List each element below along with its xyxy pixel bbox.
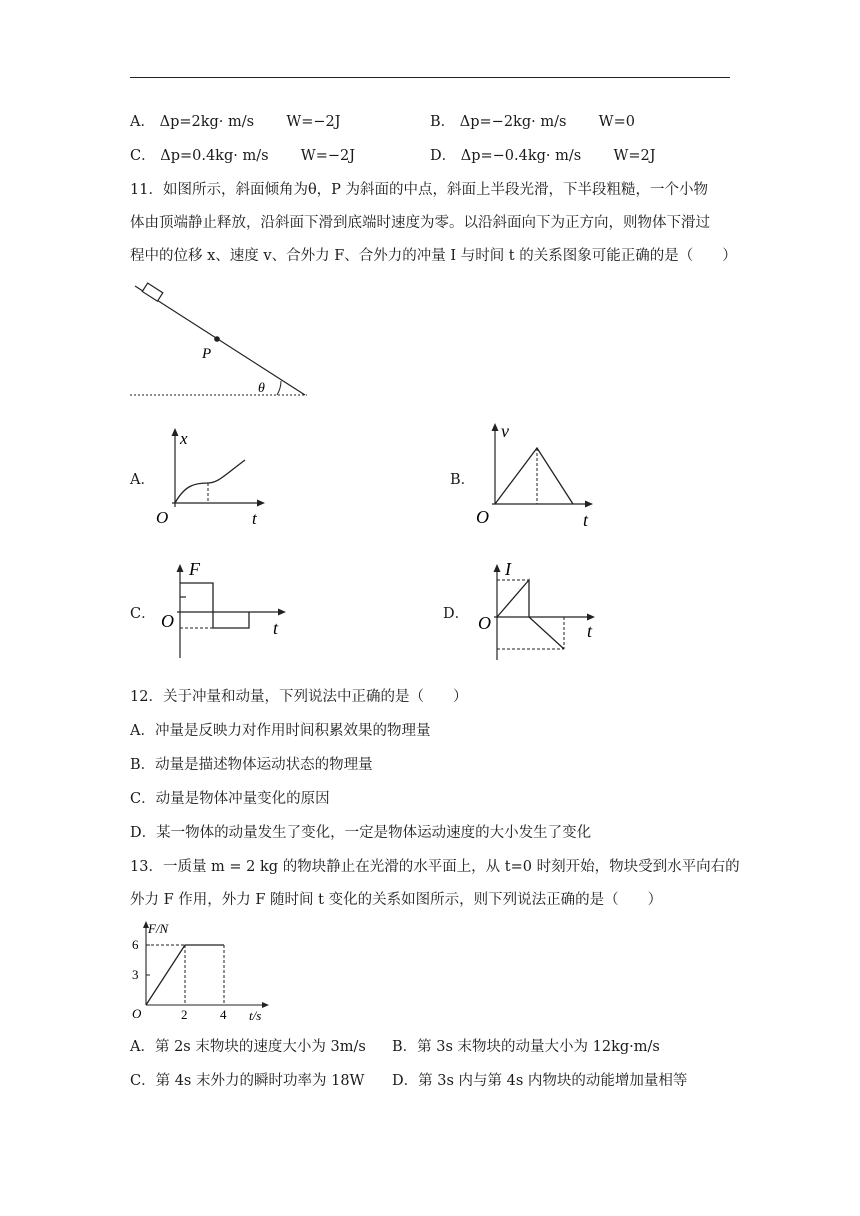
header-rule bbox=[130, 77, 730, 78]
q10-option-c[interactable]: C． Δp=0.4kg· m/s W=−2J bbox=[130, 148, 356, 164]
graph-c-ylabel: F bbox=[189, 559, 200, 579]
graph-c-curve bbox=[180, 583, 249, 628]
graph-d-xlabel: t bbox=[587, 621, 593, 641]
graph-b[interactable] bbox=[470, 418, 600, 530]
graph-a-ylabel: x bbox=[180, 429, 188, 448]
graph-d[interactable] bbox=[472, 558, 612, 664]
q12-option-a[interactable]: A．冲量是反映力对作用时间积累效果的物理量 bbox=[130, 723, 431, 739]
chart-ytick-6: 6 bbox=[132, 937, 139, 952]
q10-option-d[interactable]: D． Δp=−0.4kg· m/s W=2J bbox=[430, 148, 656, 164]
point-p bbox=[214, 336, 220, 342]
q13-force-chart bbox=[128, 918, 278, 1024]
q11-stem-line2: 体由顶端静止释放，沿斜面下滑到底端时速度为零。以沿斜面向下为正方向，则物体下滑过 bbox=[130, 215, 710, 231]
q10-option-b[interactable]: B． Δp=−2kg· m/s W=0 bbox=[430, 114, 635, 130]
incline-figure bbox=[125, 278, 315, 403]
graph-b-xlabel: t bbox=[583, 510, 589, 530]
graph-d-ylabel: I bbox=[505, 559, 511, 579]
incline-line bbox=[135, 286, 305, 395]
q11-stem-line3: 程中的位移 x、速度 v、合外力 F、合外力的冲量 I 与时间 t 的关系图象可能正确的是（ ） bbox=[130, 248, 737, 264]
q13-option-d[interactable]: D．第 3s 内与第 4s 内物块的动能增加量相等 bbox=[392, 1073, 688, 1089]
graph-a-xlabel: t bbox=[252, 509, 257, 528]
q13-option-c[interactable]: C．第 4s 末外力的瞬时功率为 18W bbox=[130, 1073, 365, 1089]
chart-ytick-3: 3 bbox=[132, 967, 139, 982]
q12-option-c[interactable]: C．动量是物体冲量变化的原因 bbox=[130, 791, 330, 807]
block-icon bbox=[142, 283, 163, 301]
q11-option-a-label[interactable]: A． bbox=[130, 472, 155, 488]
graph-a-curve bbox=[175, 460, 245, 503]
graph-b-curve bbox=[495, 448, 573, 504]
q12-stem: 12．关于冲量和动量，下列说法中正确的是（ ） bbox=[130, 689, 468, 705]
q11-option-d-label[interactable]: D． bbox=[443, 606, 470, 622]
graph-b-origin: O bbox=[476, 507, 489, 527]
chart-xlabel: t/s bbox=[249, 1008, 262, 1023]
angle-arc bbox=[277, 381, 281, 395]
graph-c[interactable] bbox=[155, 558, 295, 664]
q12-option-b[interactable]: B．动量是描述物体运动状态的物理量 bbox=[130, 757, 373, 773]
chart-xtick-4: 4 bbox=[220, 1007, 227, 1022]
graph-d-origin: O bbox=[478, 613, 491, 633]
label-theta: θ bbox=[258, 381, 265, 396]
q11-option-c-label[interactable]: C． bbox=[130, 606, 156, 622]
q12-option-d[interactable]: D．某一物体的动量发生了变化，一定是物体运动速度的大小发生了变化 bbox=[130, 825, 592, 841]
chart-xtick-2: 2 bbox=[181, 1007, 188, 1022]
graph-b-ylabel: v bbox=[501, 421, 509, 441]
q13-stem-line2: 外力 F 作用，外力 F 随时间 t 变化的关系如图所示，则下列说法正确的是（ ） bbox=[130, 892, 663, 908]
chart-origin: O bbox=[132, 1006, 142, 1021]
q13-option-a[interactable]: A．第 2s 末物块的速度大小为 3m/s bbox=[130, 1039, 366, 1055]
q13-option-b[interactable]: B．第 3s 末物块的动量大小为 12kg·m/s bbox=[392, 1039, 660, 1055]
graph-c-origin: O bbox=[161, 611, 174, 631]
q11-option-b-label[interactable]: B． bbox=[450, 472, 476, 488]
chart-ylabel: F/N bbox=[148, 921, 169, 936]
graph-a-origin: O bbox=[156, 508, 169, 527]
graph-c-xlabel: t bbox=[273, 618, 279, 638]
graph-a[interactable] bbox=[150, 425, 270, 530]
q10-option-a[interactable]: A． Δp=2kg· m/s W=−2J bbox=[130, 114, 341, 130]
label-p: P bbox=[202, 346, 212, 362]
q11-stem-line1: 11．如图所示，斜面倾角为θ，P 为斜面的中点，斜面上半段光滑，下半段粗糙，一个小物 bbox=[130, 182, 709, 198]
graph-d-curve bbox=[497, 580, 564, 649]
q13-stem-line1: 13．一质量 m = 2 kg 的物块静止在光滑的水平面上，从 t=0 时刻开始，物块受到水平向右的 bbox=[130, 859, 740, 875]
